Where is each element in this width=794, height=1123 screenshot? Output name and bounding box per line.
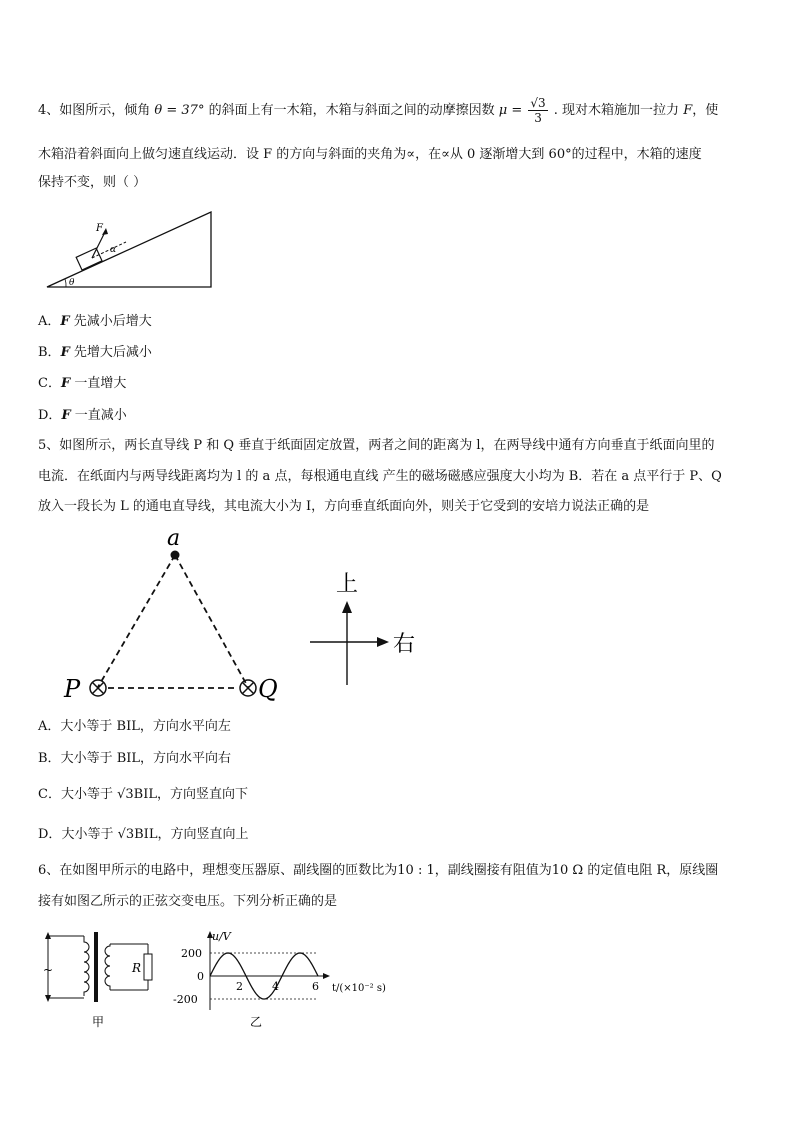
q5-fig-P-label: P (64, 675, 81, 703)
q4-incline-figure (44, 208, 219, 292)
q4-mu-denominator: 3 (534, 111, 542, 125)
q6-voltage-graph (172, 928, 397, 1033)
direction-axes-icon (310, 601, 389, 685)
q4-option-c-letter: C． (38, 376, 61, 391)
q4-option-c-text: 一直增大 (70, 376, 127, 391)
q4-option-a-letter: A． (38, 314, 61, 329)
q4-line-1 (38, 96, 718, 125)
q6-fig-x-tick-4: 4 (272, 980, 279, 993)
resistor-icon (144, 954, 152, 980)
q5-option-b[interactable] (38, 750, 231, 768)
q5-line-1: 5、如图所示，两长直导线 P 和 Q 垂直于纸面固定放置，两者之间的距离为 l，在两导线中通有方向垂直于纸面向里的 (38, 438, 715, 453)
q5-option-d-letter: D． (38, 827, 62, 842)
q5-option-a-text: 大小等于 BIL，方向水平向左 (60, 719, 231, 734)
wire-p-into-page-icon (90, 680, 106, 696)
q6-fig-y-top: 200 (181, 947, 202, 960)
q5-option-d[interactable] (38, 826, 248, 844)
q5-option-c-text: 大小等于 √3BIL，方向竖直向下 (60, 787, 248, 802)
q4-mu-numerator: √3 (530, 96, 546, 110)
q6-source-tilde: ~ (43, 963, 54, 977)
q6-fig-x-tick-2: 2 (236, 980, 243, 993)
q6-fig-x-tick-6: 6 (312, 980, 319, 993)
q4-mu: μ = (498, 103, 523, 118)
q4-text-1a: 4、如图所示，倾角 (38, 103, 151, 118)
q5-line-3: 放入一段长为 L 的通电直导线，其电流大小为 I，方向垂直纸面向外，则关于它受到的安培力说法正确的是 (38, 499, 650, 514)
q5-wire-figure (60, 525, 420, 705)
q4-fig-alpha-label: α (110, 245, 117, 255)
q4-text-1b: 的斜面上有一木箱，木箱与斜面之间的动摩擦因数 (208, 103, 495, 118)
q6-fig-yi-label: 乙 (250, 1015, 263, 1029)
q4-text-1c: . 现对木箱施加一拉力 (553, 103, 680, 118)
q4-fig-F-label: F (96, 223, 103, 234)
q5-option-b-letter: B． (38, 751, 61, 766)
q4-mu-fraction (528, 96, 547, 125)
q5-fig-right-label: 右 (393, 632, 416, 657)
q6-fig-y-bot: -200 (173, 993, 198, 1006)
q4-theta-expr: θ = 37° (154, 103, 205, 118)
transformer-core (94, 932, 98, 1002)
q6-fig-xlabel: t/(×10⁻² s) (332, 983, 386, 994)
q4-option-d-var: F (61, 408, 71, 423)
q5-option-c[interactable] (38, 786, 248, 804)
q6-line-1: 6、在如图甲所示的电路中，理想变压器原、副线圈的匝数比为10 : 1，副线圈接有阻值为10 Ω 的定值电阻 R，原线圈 (38, 863, 719, 878)
q4-option-c[interactable] (38, 375, 126, 393)
q5-fig-Q-label: Q (258, 675, 278, 703)
q4-option-a[interactable] (38, 313, 152, 331)
q6-fig-ylabel: u/V (212, 930, 231, 943)
q4-option-d[interactable] (38, 407, 127, 425)
q4-option-c-var: F (60, 376, 71, 391)
q4-option-b-var: F (60, 345, 70, 360)
q4-line-2: 木箱沿着斜面向上做匀速直线运动．设 F 的方向与斜面的夹角为∝，在∝从 0 逐渐增大到 60°的过程中，木箱的速度 (38, 147, 702, 162)
q5-option-d-text: 大小等于 √3BIL，方向竖直向上 (61, 827, 249, 842)
q4-option-b-letter: B． (38, 345, 61, 360)
q4-option-a-text: 先减小后增大 (69, 314, 152, 329)
q6-fig-R-label: R (132, 961, 142, 975)
wire-q-into-page-icon (240, 680, 256, 696)
q5-option-b-text: 大小等于 BIL，方向水平向右 (60, 751, 232, 766)
point-a-dot (171, 551, 180, 560)
q5-fig-up-label: 上 (336, 572, 359, 597)
q4-option-d-text: 一直减小 (70, 408, 127, 423)
q6-fig-y-zero: 0 (197, 970, 204, 983)
q4-fig-theta-label: θ (69, 278, 75, 288)
q5-fig-a-label: a (167, 526, 181, 551)
q4-option-b-text: 先增大后减小 (69, 345, 152, 360)
q5-option-a[interactable] (38, 718, 231, 736)
q4-option-b[interactable] (38, 344, 152, 362)
q4-line-3: 保持不变，则（ ） (38, 175, 147, 190)
q4-F: F (683, 103, 693, 118)
q4-text-1d: ，使 (692, 103, 719, 118)
q6-fig-jia-label: 甲 (92, 1015, 105, 1029)
q6-line-2: 接有如图乙所示的正弦交变电压。下列分析正确的是 (38, 894, 338, 909)
q4-option-a-var: F (60, 314, 70, 329)
q6-transformer-circuit (40, 928, 165, 1033)
q4-option-d-letter: D． (38, 408, 62, 423)
q5-line-2: 电流．在纸面内与两导线距离均为 l 的 a 点，每根通电直线 产生的磁场磁感应强度大小均为 B．若在 a 点平行于 P、Q (38, 469, 722, 484)
q5-option-a-letter: A． (38, 719, 61, 734)
q5-option-c-letter: C． (38, 787, 61, 802)
